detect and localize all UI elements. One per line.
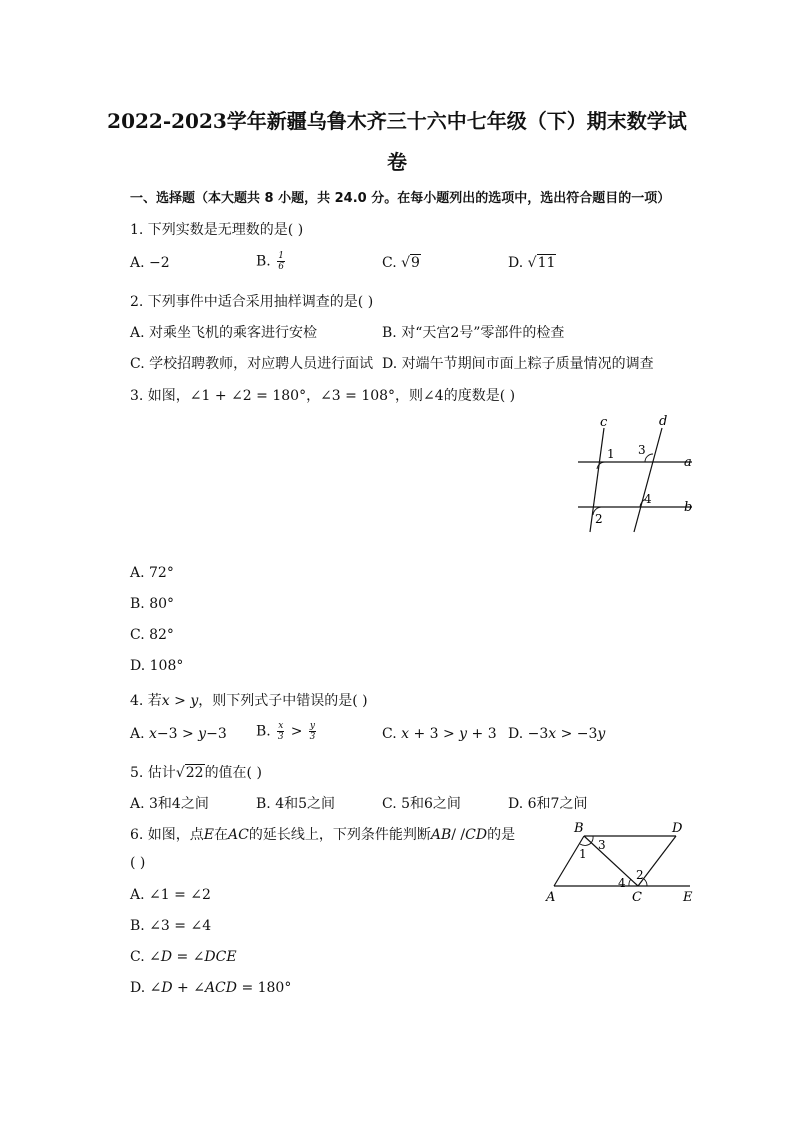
angle-4-arc xyxy=(629,879,631,886)
numerator: x xyxy=(278,721,284,731)
label-d: d xyxy=(659,414,668,429)
label-B: B xyxy=(574,821,584,836)
label-angle-1: 1 xyxy=(607,447,615,461)
q5-stem xyxy=(130,762,262,782)
q2-option-a: A. 对乘坐飞机的乘客进行安检 xyxy=(130,325,318,341)
q6-stem-continued: ( ) xyxy=(130,855,146,871)
label-D: D xyxy=(672,821,683,836)
angle-1-arc xyxy=(580,843,591,845)
fraction-right xyxy=(309,721,316,742)
q6-option-a: A. ∠1 = ∠2 xyxy=(130,887,211,903)
section-heading: 一、选择题（本大题共 8 小题，共 24.0 分。在每小题列出的选项中，选出符合题目的一项） xyxy=(130,191,671,206)
q3-stem: 3. 如图，∠1 + ∠2 = 180°，∠3 = 108°，则∠4的度数是( ) xyxy=(130,388,516,404)
q1-option-b-label: B. xyxy=(256,253,271,270)
q2-option-c: C. 学校招聘教师，对应聘人员进行面试 xyxy=(130,356,374,372)
q3-option-b: B. 80° xyxy=(130,596,175,612)
angle-3-arc xyxy=(591,836,593,843)
label-angle-4: 4 xyxy=(618,876,626,890)
q3-option-d: D. 108° xyxy=(130,658,184,674)
denominator: 3 xyxy=(309,732,316,742)
sqrt-expression: √11 xyxy=(527,255,556,271)
label-C: C xyxy=(632,890,642,905)
q6-option-b: B. ∠3 = ∠4 xyxy=(130,918,212,934)
label-angle-3: 3 xyxy=(638,443,646,457)
q1-option-c xyxy=(382,255,421,271)
q4-option-a: A. 𝑥−3 > 𝑦−3 xyxy=(130,726,227,742)
fraction xyxy=(277,251,285,272)
q3-option-a: A. 72° xyxy=(130,565,174,581)
q6-option-d: D. ∠𝐷 + ∠𝐴𝐶𝐷 = 180° xyxy=(130,980,292,996)
label-angle-2: 2 xyxy=(636,868,644,882)
q1-option-b xyxy=(256,251,287,272)
segment-BC xyxy=(584,836,638,886)
numerator: 1 xyxy=(278,251,284,261)
q6-option-c: C. ∠𝐷 = ∠𝐷𝐶𝐸 xyxy=(130,949,237,965)
label-A: A xyxy=(546,890,556,905)
label-b: b xyxy=(684,500,693,515)
q5-stem-suffix: 的值在( ) xyxy=(204,765,262,781)
label-angle-2: 2 xyxy=(595,512,603,526)
label-c: c xyxy=(600,415,608,430)
angle-3-arc xyxy=(645,454,653,462)
segment-CD xyxy=(638,836,676,886)
angle-2-arc xyxy=(644,879,647,886)
q3-figure xyxy=(570,410,700,535)
paper-title-line1: 2022-2023学年新疆乌鲁木齐三十六中七年级（下）期末数学试 xyxy=(107,109,687,133)
q5-option-c: C. 5和6之间 xyxy=(382,796,461,812)
q3-option-c: C. 82° xyxy=(130,627,174,643)
sqrt-expression: √9 xyxy=(401,255,420,271)
q5-option-b: B. 4和5之间 xyxy=(256,796,336,812)
radicand: 9 xyxy=(411,255,420,271)
label-angle-3: 3 xyxy=(598,838,606,852)
q2-option-b: B. 对“天宫2号”零部件的检查 xyxy=(382,325,565,341)
q4-stem: 4. 若𝑥 > 𝑦，则下列式子中错误的是( ) xyxy=(130,693,368,709)
q2-option-d: D. 对端午节期间市面上粽子质量情况的调查 xyxy=(382,356,654,372)
label-angle-4: 4 xyxy=(644,492,652,506)
q1-option-d-label: D. xyxy=(508,255,524,271)
q5-option-a: A. 3和4之间 xyxy=(130,796,209,812)
label-angle-1: 1 xyxy=(579,847,587,861)
q5-option-d: D. 6和7之间 xyxy=(508,796,588,812)
label-a: a xyxy=(684,455,692,470)
q4-option-c: C. 𝑥 + 3 > 𝑦 + 3 xyxy=(382,726,497,742)
q2-stem: 2. 下列事件中适合采用抽样调查的是( ) xyxy=(130,294,374,310)
q6-stem: 6. 如图，点𝐸在𝐴𝐶的延长线上，下列条件能判断𝐴𝐵/ /𝐶𝐷的是 xyxy=(130,827,516,843)
q1-option-c-label: C. xyxy=(382,255,397,271)
radicand: 22 xyxy=(185,765,204,781)
fraction-left xyxy=(277,721,284,742)
radicand: 11 xyxy=(537,255,556,271)
q4-option-b xyxy=(256,721,318,742)
label-E: E xyxy=(683,890,693,905)
denominator: 6 xyxy=(278,262,284,272)
q6-figure xyxy=(540,818,700,908)
numerator: y xyxy=(309,721,316,731)
segment-AB xyxy=(554,836,584,886)
sqrt-expression: √22 xyxy=(175,765,204,781)
q1-stem: 1. 下列实数是无理数的是( ) xyxy=(130,222,304,238)
denominator: 3 xyxy=(277,732,284,742)
q4-option-d: D. −3𝑥 > −3𝑦 xyxy=(508,726,606,742)
q1-option-a: A. −2 xyxy=(130,255,170,271)
q5-stem-prefix: 5. 估计 xyxy=(130,765,176,781)
q1-option-d xyxy=(508,255,556,271)
q4-option-b-label: B. xyxy=(256,723,271,740)
greater-than-sign: > xyxy=(290,723,303,740)
paper-title-line2: 卷 xyxy=(387,150,407,174)
